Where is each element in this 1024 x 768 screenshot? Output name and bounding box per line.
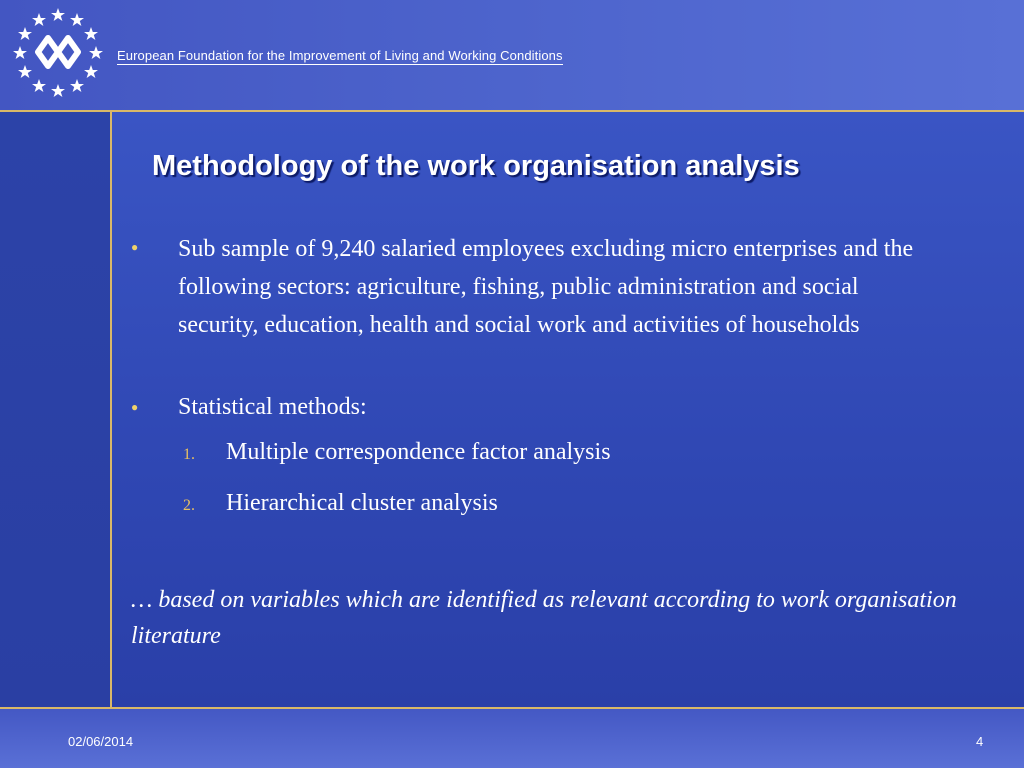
organization-name: European Foundation for the Improvement of Living and Working Conditions [117,48,563,63]
left-side-bar [0,112,110,707]
bullet-dot-icon: ● [131,240,139,254]
footer-band [0,709,1024,768]
method-number: 1. [183,446,195,463]
header-band [0,0,1024,110]
method-item: Hierarchical cluster analysis [226,490,498,516]
page-number: 4 [976,734,984,749]
bullet-item: Statistical methods: [178,394,367,420]
bullet-item: Sub sample of 9,240 salaried employees excluding micro enterprises and the following sectors: agriculture, fishing, public administration and social security, education, health and social work and activities of households [178,236,914,338]
slide-title: Methodology of the work organisation analysis [152,150,800,182]
eurofound-logo-icon [8,4,108,104]
bullet-dot-icon: ● [131,400,139,414]
footer-date: 02/06/2014 [68,734,134,749]
method-item: Multiple correspondence factor analysis [226,439,611,465]
analysis-note: … based on variables which are identified as relevant according to work organisation literature [131,587,957,649]
method-number: 2. [183,497,195,514]
